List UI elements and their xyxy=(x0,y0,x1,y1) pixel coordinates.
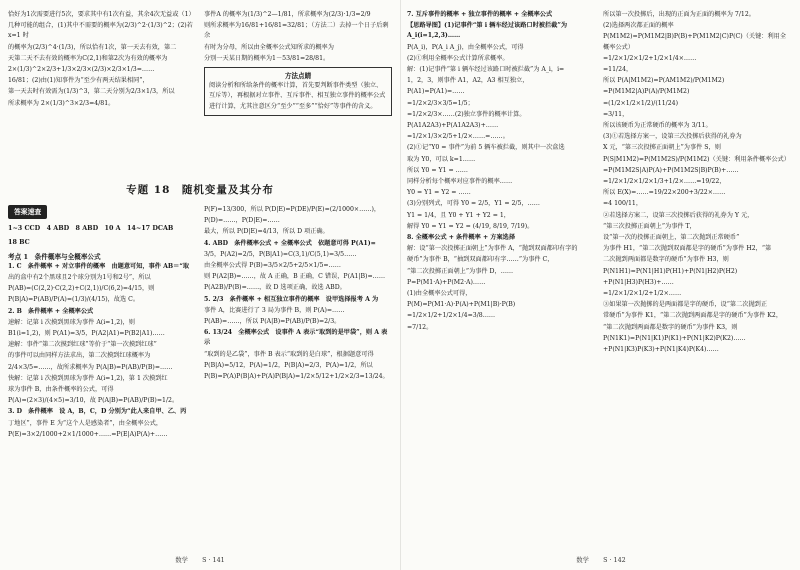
text-line: 3/5，P(A2)=2/5，P(B|A1)=C(3,1)/C(5,1)=3/5…… xyxy=(204,250,357,258)
text-line: =1/2×1/3×2/5+1/2×……=……。 xyxy=(407,133,509,141)
text-line: +P(N1|H3)P(H3)+…… xyxy=(603,278,674,286)
text-line: 所求概率为 2×(1/3)^3×2/3=4/81。 xyxy=(8,99,115,107)
text-line: (2)选择两次都正面的概率 xyxy=(603,22,674,30)
text-line: (2)①记“Y0 = 事件”为前 5 辆车被拦截，则其中一次盒选 xyxy=(407,144,565,152)
text-line: 7. 互斥事件的概率 + 独立事件的概率 + 全概率公式 xyxy=(407,11,553,18)
text-line: =1/2×1/2×1/2+1/2×…… xyxy=(603,290,682,298)
right-footer xyxy=(401,555,800,564)
text-line: “第三次投掷正面朝上”为事件 T， xyxy=(603,222,696,230)
text-line: P(F)=13/300，所以 P(D|E)=P(DE)/P(E)=(2/1000×……)， xyxy=(204,206,381,213)
text-line: 同样分析每个概率对应事件的概率…… xyxy=(407,178,513,186)
text-line: 6. 13/24 全概率公式 设事件 A 表示“取到的是甲袋”，则 A 表示 xyxy=(204,329,388,347)
text-line: 硬币”为事件 B，“抽到双面都印有字……”为事件 C， xyxy=(407,256,554,264)
text-line: =P(M1M2S|A)P(A)+P(M1M2S|B)P(B)+…… xyxy=(603,166,739,174)
text-line: 常硬币”为事件 K1，“第二次抛到两面都是字的硬币”为事件 K2， xyxy=(603,312,783,320)
text-line: 二次抛到两面都是数字的硬币”为事件 H3，则 xyxy=(603,256,729,264)
footer-subject: 数学 xyxy=(576,556,590,564)
text-line: 解：设“第一次投掷正面朝上”为事件 A，“抛到双面都印有字的 xyxy=(407,245,578,253)
text-line: “第二次投掷正面朝上”为事件 D，…… xyxy=(407,267,514,275)
text-line: =P(M1M2|A)P(A)/P(M1M2) xyxy=(603,88,690,96)
text-line: 球为事件 B，由条件概率的公式，可得 xyxy=(8,386,114,394)
text-line: 分别一天某日期的概率为1－53/81=28/81。 xyxy=(204,54,330,62)
text-line: B1(i=1,2)，则 P(A1)=3/5，P(A2|A1)=P(B2|A1)…… xyxy=(8,330,165,338)
text-line: 恰好为1次需要进行5次，要求其中有1次有益，其余4次无益或（1） xyxy=(8,11,195,18)
left-footer xyxy=(0,555,400,564)
right-col1 xyxy=(407,10,595,334)
text-line: (3)分别列式，可得 Y0 = 2/5，Y1 = 2/5，…… xyxy=(407,200,540,208)
text-line: 所以 E(X)=……=19/22×200+3/22×…… xyxy=(603,189,726,197)
text-line: 4. ABD 条件概率公式 + 全概率公式 依题意可得 P(A1)= xyxy=(204,239,376,247)
text-line: +P(N1|K3)P(K3)+P(N1|K4)P(K4)…… xyxy=(603,346,719,354)
text-line: 最大，所以 P(D|E)=4/13，所以 D 项正确。 xyxy=(204,228,329,236)
text-line: P(B|A)=5/12，P(A)=1/2，P(B|A)=2/3，P(A)=1/2，所以 xyxy=(204,361,373,369)
text-line: P(AB)=……，所以 P(A|B)=P(AB)/P(B)=2/3。 xyxy=(204,318,341,326)
text-line: =1/2×2/3×3/5=1/5； xyxy=(407,99,474,107)
text-line: “第二次抛到两面都是数字的硬币”为事件 K3，则 xyxy=(603,323,738,331)
text-line: =4 100/11， xyxy=(603,200,643,208)
text-line: 解得 Y0 = Y1 = Y2 = (4/19, 8/19, 7/19)。 xyxy=(407,222,534,230)
right-page xyxy=(400,0,800,570)
left-col1-lower-text xyxy=(8,262,196,440)
text-line: 出的盒中有2个黑球且2个球分别为1号和2号”，所以 xyxy=(8,274,151,282)
text-line: P(A2B)/P(B)=……，故 D 选项正确，故选 ABD。 xyxy=(204,284,346,292)
text-line: 的事件可以由同样方法求出，第二次摸到红球概率为 xyxy=(8,352,151,360)
text-line: 3. D 条件概率 设 A，B，C，D 分别为“此人来自甲、乙、丙 xyxy=(8,408,187,416)
text-line: =11/24， xyxy=(603,66,633,74)
text-line: 有时为分母，所以由全概率公式知所求的概率为 xyxy=(204,43,334,51)
text-line: 则 P(A2|B)=……，故 A 正确，B 正确，C 错误，P(A1|B)=…… xyxy=(204,273,386,281)
text-line: 丁地区”，事件 E 为“这个人是感染者”，由全概率公式， xyxy=(8,419,163,427)
text-line: P(D)=……，P(D|E)=…… xyxy=(204,217,280,225)
answer-line: 1~3 CCD 4 ABD 8 ABD 10 A 14~17 DCAB xyxy=(8,224,174,233)
answer-line-2: 18 BC xyxy=(8,238,30,247)
text-line: 第一天去时有效需为(1/3)^3，第二天分别为2/3×1/3，所以 xyxy=(8,88,175,96)
left-col1-top xyxy=(8,10,196,110)
text-line: X 元，“第三次投掷正面朝上”为事件 S，则 xyxy=(603,144,721,152)
method-text: 阅读分析和所给条件的概率计算，首先要判断事件类型（独立、互斥等），再根据对立事件、互斥事件、相互独立事件的概率公式进行计算，尤其注意区分“至少”“至多”“恰好”等事件的含义。 xyxy=(209,82,386,110)
text-line: P=P(M1·A)+P(M2·A)…… xyxy=(407,278,486,286)
text-line: P(AB)=(C(2,2)·C(2,2)+C(2,1))/C(6,2)=4/15，则 xyxy=(8,285,155,293)
text-line: ②若选择方案二，设第三次投掷后获得的礼券为 Y 元， xyxy=(603,211,754,219)
text-line: P(M1M2)=P(M1M2|B)P(B)+P(M1M2|C)P(C)（关键：利用全概率公式） xyxy=(603,33,787,51)
topic-title: 考点 1 条件概率与全概率公式 xyxy=(8,252,101,261)
text-line: 由全概率公式得 P(B)=3/5×2/5+2/5×1/5=…… xyxy=(204,262,341,270)
text-line: 所以该硬币为正常硬币的概率为 3/11。 xyxy=(603,122,712,130)
text-line: 快解：记第 i 次摸到黑球为事件 A(i=1,2)，第 1 次摸到红 xyxy=(8,374,168,382)
chapter-title: 专题 18 随机变量及其分布 xyxy=(126,184,274,196)
footer-subject: 数学 xyxy=(175,556,189,564)
text-line: 2/4×3/5=……，故所求概率为 P(A|B)=P(AB)/P(B)=…… xyxy=(8,363,173,371)
text-line: 天第二天不去有效的概率为C(2,1)和第2次为有效的概率为 xyxy=(8,54,168,62)
text-line: 事件 A，比赛进行了 3 局为事件 B，则 P(A)=…… xyxy=(204,306,345,314)
left-col2-top xyxy=(204,10,392,119)
answer-tag: 答案速查 xyxy=(8,205,47,219)
text-line: =1/2×2/3×……(2)独立事件的概率计算。 xyxy=(407,110,526,118)
text-line: 解：(1)记事件“第 i 辆车经过该路口时被拦截”为 A_i，i= xyxy=(407,66,565,74)
text-line: 8. 全概率公式 + 条件概率 + 方案选择 xyxy=(407,234,516,242)
text-line: P(B|A)=P(AB)/P(A)=(1/3)/(4/15)，故选 C。 xyxy=(8,296,140,304)
text-line: =1/2×1/2×1/2+1/2×1/4×…… xyxy=(603,54,697,62)
text-line: 所以第一次投掷后，出现的正面为正面的概率为 7/12。 xyxy=(603,11,755,18)
text-line: P(A_i)，P(A_i A_j)，由全概率公式，可得 xyxy=(407,43,524,51)
text-line: 1，2，3，则事件 A1，A2，A3 相互独立， xyxy=(407,77,529,85)
text-line: P(B)=P(A)P(B|A)+P(A)P(B|A)=1/2×5/12+1/2×2/3=13/24。 xyxy=(204,373,389,381)
right-col2 xyxy=(603,10,791,356)
text-line: =3/11， xyxy=(603,110,629,118)
text-line: 速解：事件“第二次摸到红球”等价于“第一次摸到红球” xyxy=(8,341,157,349)
text-line: P(S|M1M2)=P(M1M2S)/P(M1M2)（关键：利用条件概率公式） xyxy=(603,155,790,163)
text-line: P(A1A2A3)+P(A1A2A3)+…… xyxy=(407,122,499,130)
text-line: P(E)=3×2/1000+2×1/1000+……=P(E|A)P(A)+…… xyxy=(8,430,168,438)
text-line: Y1 = 1/4，且 Y0 + Y1 + Y2 = 1， xyxy=(407,211,510,219)
text-line: P(A1)=P(A1)=…… xyxy=(407,88,465,96)
text-line: P(N1K1)=P(N1|K1)P(K1)+P(N1|K2)P(K2)…… xyxy=(603,334,746,342)
text-line: 的概率为(2/3)^4·(1/3)，所以恰有1次，第一天去有效，第二 xyxy=(8,43,177,51)
method-title: 方法点睛 xyxy=(284,72,312,81)
text-line: P(N1H1)=P(N1|H1)P(H1)+P(N1|H2)P(H2) xyxy=(603,267,738,275)
text-line: 【思路导图】(1)记事件“第 i 辆车经过该路口时被拦截”为 A_i(i=1,2,3)…… xyxy=(407,22,568,40)
text-line: 则所求概率为16/81+16/81=32/81；（方法二）去掉一个日子后剩余 xyxy=(204,22,389,40)
left-col2-lower xyxy=(204,205,392,383)
text-line: 2. B 条件概率 + 全概率公式 xyxy=(8,307,94,315)
text-line: (2)①利用全概率公式计算所求概率。 xyxy=(407,54,509,62)
text-line: “取到的是乙袋”，事件 B 表示“取到的是白球”，根据题意可得 xyxy=(204,350,374,358)
text-line: 16/81；(2)由(1)知事件为“至少有两天结果相同”， xyxy=(8,77,149,85)
text-line: Y0 = Y1 = Y2 = …… xyxy=(407,189,471,197)
text-line: 速解：记第 i 次摸到黑球为事件 A(i=1,2)，则 xyxy=(8,318,135,326)
text-line: 设“第一次的投掷正面朝上，第二次抛到正常硬币” xyxy=(603,234,740,242)
text-line: 1. C 条件概率 + 对立事件的概率 由题意可知，事件 AB＝“取 xyxy=(8,262,190,270)
text-line: 所以 Y0 = Y1 = …… xyxy=(407,166,468,174)
text-line: 为事件 H1，“第二次抛到双面都是字的硬币”为事件 H2，“第 xyxy=(603,245,772,253)
text-line: 所以 P(A|M1M2)=P(AM1M2)/P(M1M2) xyxy=(603,77,725,85)
footer-page: S · 142 xyxy=(603,556,626,564)
left-col1-lower xyxy=(8,205,196,441)
text-line: =1/2×1/2+1/2×1/4=3/8…… xyxy=(407,312,496,320)
text-line: 取为 Y0，可以 k=1…… xyxy=(407,155,476,163)
text-line: P(A)=(2×3)/(4×5)=3/10，故 P(A|B)=P(AB)/P(B)=1/2。 xyxy=(8,397,179,405)
text-line: (1)由全概率公式可得， xyxy=(407,290,472,298)
text-line: P(M)=P(M1·A)·P(A)+P(M1|B)·P(B) xyxy=(407,301,516,309)
text-line: 5. 2/3 条件概率 + 相互独立事件的概率 设甲选择报考 A 为 xyxy=(204,295,379,303)
text-line: ③如果第一次抛掷的是两面都是字的硬币，设“第二次抛到正 xyxy=(603,301,768,309)
text-line: (3)①若选择方案一，设第三次投掷后获得的礼券为 xyxy=(603,133,742,141)
text-line: 几种可能的组合，(1)其中不需要的概率为(2/3)^2·(1/3)^2；(2)若 x=1 时 xyxy=(8,22,193,40)
text-line: =1/2×1/2×1/2×1/3+1/2×……=19/22， xyxy=(603,178,726,186)
text-line: =7/12。 xyxy=(407,323,433,331)
text-line: 事件A 的概率为(1/3)^2—1/81，所求概率为(2/3)·1/3=2/9 xyxy=(204,11,371,18)
left-col2-text xyxy=(204,10,392,64)
text-line: 2×(1/3)^2×2/3+1/3×2/3×(2/3)×2/3×1/3=…… xyxy=(8,66,155,74)
footer-page: S · 141 xyxy=(202,556,225,564)
method-box xyxy=(204,67,392,116)
text-line: =(1/2×1/2×1/2)/(11/24) xyxy=(603,99,678,107)
